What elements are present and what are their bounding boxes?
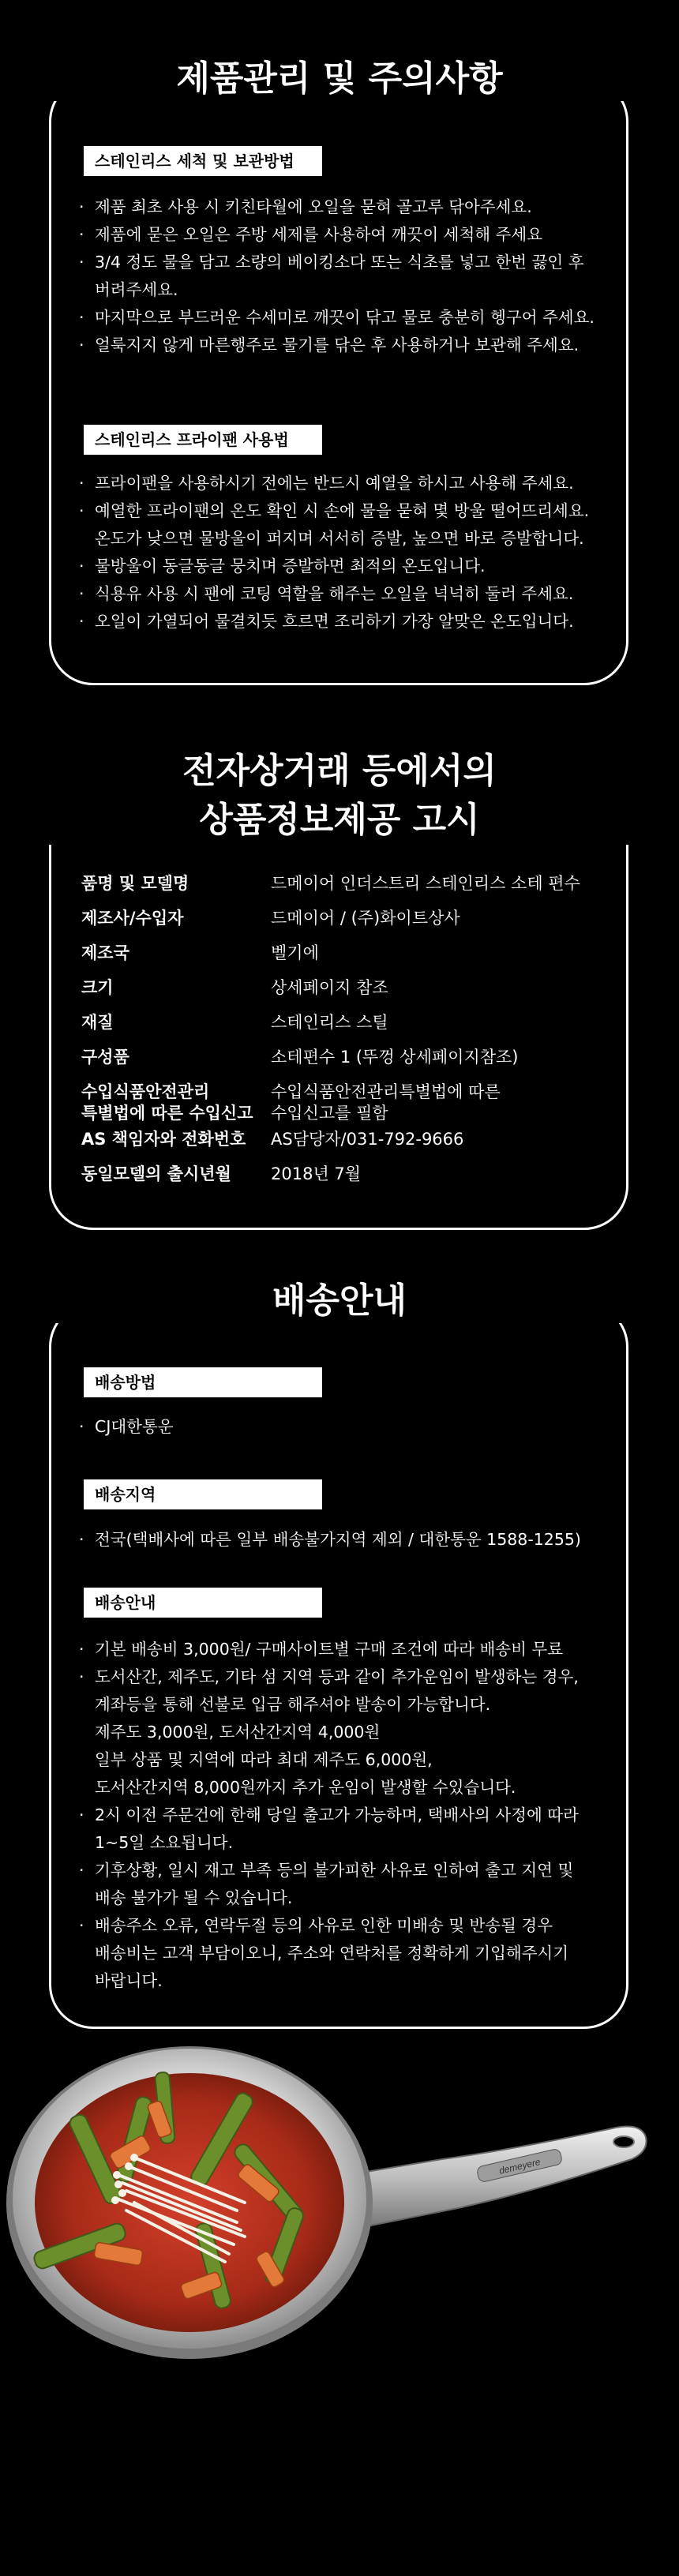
notice-key-line: 수입식품안전관리 <box>81 1082 210 1101</box>
shipping-label-region: 배송지역 <box>84 1479 322 1509</box>
notice-key-line: 품명 및 모델명 <box>81 874 189 893</box>
notice-value-line: 2018년 7월 <box>271 1164 362 1183</box>
bullet-dot: · <box>79 197 84 216</box>
notice-value <box>271 943 580 977</box>
notice-key <box>81 873 271 908</box>
shipping-label-method: 배송방법 <box>84 1367 322 1397</box>
care-usage-line: 예열한 프라이팬의 온도 확인 시 손에 물을 묻혀 몇 방울 떨어뜨리세요. <box>95 501 590 520</box>
shipping-info-line: 일부 상품 및 지역에 따라 최대 제주도 6,000원, <box>95 1750 433 1769</box>
care-cleaning-line: 얼룩지지 않게 마른행주로 물기를 닦은 후 사용하거나 보관해 주세요. <box>95 336 580 354</box>
care-usage-line: 오일이 가열되어 물결치듯 흐르면 조리하기 가장 알맞은 온도입니다. <box>95 612 574 631</box>
shipping-info-item <box>79 1636 616 1663</box>
notice-key-line: 제조국 <box>81 943 129 962</box>
shipping-region-line: 전국(택배사에 따른 일부 배송불가지역 제외 / 대한통운 1588-1255) <box>95 1530 581 1549</box>
notice-value-line: 스테인리스 스틸 <box>271 1013 388 1032</box>
care-cleaning-item <box>79 193 616 221</box>
shipping-info-line: 1~5일 소요됩니다. <box>95 1833 234 1852</box>
notice-value-line: 상세페이지 참조 <box>271 978 388 997</box>
bullet-dot: · <box>79 584 84 603</box>
bullet-dot: · <box>79 501 84 520</box>
care-usage-item <box>79 470 616 497</box>
care-usage-item <box>79 497 616 553</box>
care-usage-line: 물방울이 동글동글 뭉치며 증발하면 최적의 온도입니다. <box>95 557 486 576</box>
notice-value <box>271 1129 580 1164</box>
notice-value <box>271 977 580 1012</box>
shipping-region-item <box>79 1526 616 1554</box>
bullet-dot: · <box>79 557 84 576</box>
notice-key-line: 재질 <box>81 1013 114 1032</box>
shipping-info-line: 배송비는 고객 부담이오니, 주소와 연락처를 정확하게 기입해주시기 <box>95 1944 569 1963</box>
notice-key-line: 동일모델의 출시년월 <box>81 1164 231 1183</box>
notice-title <box>0 747 679 845</box>
care-usage-line: 프라이팬을 사용하시기 전에는 반드시 예열을 하시고 사용해 주세요. <box>95 474 574 493</box>
notice-value <box>271 908 580 943</box>
shipping-info-item <box>79 1857 616 1912</box>
notice-title-line-2: 상품정보제공 고시 <box>199 800 480 840</box>
notice-row <box>81 1047 580 1082</box>
care-cleaning-item <box>79 332 616 359</box>
notice-table <box>81 873 580 1198</box>
care-cleaning-item <box>79 249 616 304</box>
bullet-dot: · <box>79 474 84 493</box>
notice-row <box>81 1164 580 1198</box>
notice-value-line: 소테편수 1 (뚜껑 상세페이지참조) <box>271 1048 519 1067</box>
notice-key <box>81 1082 271 1129</box>
shipping-info-item <box>79 1912 616 1995</box>
shipping-info-line: 바랍니다. <box>95 1971 163 1990</box>
bullet-dot: · <box>79 1861 84 1880</box>
care-usage-line: 식용유 사용 시 팬에 코팅 역할을 해주는 오일을 넉넉히 둘러 주세요. <box>95 584 574 603</box>
notice-value <box>271 873 580 908</box>
notice-key-line: 특별법에 따른 수입신고 <box>81 1104 253 1123</box>
shipping-info-line: 배송 불가가 될 수 있습니다. <box>95 1888 293 1907</box>
bullet-dot: · <box>79 1640 84 1659</box>
notice-key-line: AS 책임자와 전화번호 <box>81 1130 246 1149</box>
notice-row <box>81 873 580 908</box>
care-usage-list <box>79 470 616 636</box>
notice-key-line: 제조사/수입자 <box>81 909 184 928</box>
notice-key-line: 크기 <box>81 978 114 997</box>
notice-key <box>81 943 271 977</box>
notice-key <box>81 1047 271 1082</box>
shipping-region-list <box>79 1526 616 1554</box>
bullet-dot: · <box>79 1805 84 1824</box>
care-usage-item <box>79 553 616 580</box>
shipping-info-line: 배송주소 오류, 연락두절 등의 사유로 인한 미배송 및 반송될 경우 <box>95 1916 553 1935</box>
notice-value-line: 벨기에 <box>271 943 319 962</box>
care-cleaning-line: 제품에 묻은 오일은 주방 세제를 사용하여 깨끗이 세척해 주세요 <box>95 225 543 244</box>
shipping-info-line: 계좌등을 통해 선불로 입금 해주셔야 발송이 가능합니다. <box>95 1695 491 1714</box>
notice-row <box>81 1082 580 1129</box>
notice-key <box>81 1012 271 1047</box>
notice-value <box>271 1047 580 1082</box>
care-cleaning-list <box>79 193 616 359</box>
care-cleaning-item <box>79 304 616 332</box>
pan-logo-text: demeyere <box>497 2156 542 2177</box>
pan-handle <box>347 2127 647 2229</box>
shipping-info-line: 도서산간, 제주도, 기타 섬 지역 등과 같이 추가운임이 발생하는 경우, <box>95 1667 579 1686</box>
shipping-info-line: 2시 이전 주문건에 한해 당일 출고가 가능하며, 택배사의 사정에 따라 <box>95 1805 579 1824</box>
shipping-info-item <box>79 1802 616 1857</box>
bullet-dot: · <box>79 1667 84 1686</box>
notice-key <box>81 977 271 1012</box>
shipping-label-info: 배송안내 <box>84 1588 322 1618</box>
shipping-info-line: 도서산간지역 8,000원까지 추가 운임이 발생할 수있습니다. <box>95 1778 516 1797</box>
notice-key <box>81 1164 271 1198</box>
notice-row <box>81 1012 580 1047</box>
care-usage-item <box>79 580 616 608</box>
bullet-dot: · <box>79 1417 84 1436</box>
care-cleaning-line: 마지막으로 부드러운 수세미로 깨끗이 닦고 물로 충분히 헹구어 주세요. <box>95 308 595 327</box>
care-usage-item <box>79 608 616 636</box>
notice-row <box>81 908 580 943</box>
shipping-method-line: CJ대한통운 <box>95 1417 174 1436</box>
bullet-dot: · <box>79 1916 84 1935</box>
notice-row <box>81 943 580 977</box>
notice-value <box>271 1164 580 1198</box>
care-cleaning-line: 제품 최초 사용 시 키친타월에 오일을 묻혀 골고루 닦아주세요. <box>95 197 532 216</box>
notice-value-line: 수입신고를 필함 <box>271 1104 388 1123</box>
notice-row <box>81 1129 580 1164</box>
shipping-info-line: 제주도 3,000원, 도서산간지역 4,000원 <box>95 1723 381 1742</box>
shipping-title: 배송안내 <box>0 1279 679 1323</box>
care-cleaning-line: 버려주세요. <box>95 280 178 299</box>
shipping-info-line: 기본 배송비 3,000원/ 구매사이트별 구매 조건에 따라 배송비 무료 <box>95 1640 563 1659</box>
notice-key <box>81 1129 271 1164</box>
bullet-dot: · <box>79 308 84 327</box>
shipping-info-line: 기후상황, 일시 재고 부족 등의 불가피한 사유로 인하여 출고 지연 및 <box>95 1861 574 1880</box>
notice-value-line: 수입식품안전관리특별법에 따른 <box>271 1082 501 1101</box>
bullet-dot: · <box>79 253 84 272</box>
frying-pan-image <box>0 2041 679 2576</box>
notice-value-line: 드메이어 / (주)화이트상사 <box>271 909 460 928</box>
notice-title-line-1: 전자상거래 등에서의 <box>182 751 497 791</box>
bullet-dot: · <box>79 336 84 354</box>
care-usage-line: 온도가 낮으면 물방울이 퍼지며 서서히 증발, 높으면 바로 증발합니다. <box>95 529 584 548</box>
bullet-dot: · <box>79 612 84 631</box>
bullet-dot: · <box>79 225 84 244</box>
notice-value-line: 드메이어 인더스트리 스테인리스 소테 편수 <box>271 874 580 893</box>
notice-key-line: 구성품 <box>81 1048 129 1067</box>
shipping-method-list <box>79 1413 616 1441</box>
notice-row <box>81 977 580 1012</box>
care-label-usage: 스테인리스 프라이팬 사용법 <box>84 425 322 455</box>
care-cleaning-line: 3/4 정도 물을 담고 소량의 베이킹소다 또는 식초를 넣고 한번 끓인 후 <box>95 253 584 272</box>
bullet-dot: · <box>79 1530 84 1549</box>
notice-value <box>271 1012 580 1047</box>
care-label-cleaning: 스테인리스 세척 및 보관방법 <box>84 146 322 176</box>
care-title: 제품관리 및 주의사항 <box>0 57 679 101</box>
shipping-method-item <box>79 1413 616 1441</box>
care-cleaning-item <box>79 221 616 249</box>
notice-value <box>271 1082 580 1129</box>
notice-value-line: AS담당자/031-792-9666 <box>271 1130 464 1149</box>
notice-key <box>81 908 271 943</box>
shipping-info-item <box>79 1663 616 1802</box>
shipping-info-list <box>79 1636 616 1995</box>
